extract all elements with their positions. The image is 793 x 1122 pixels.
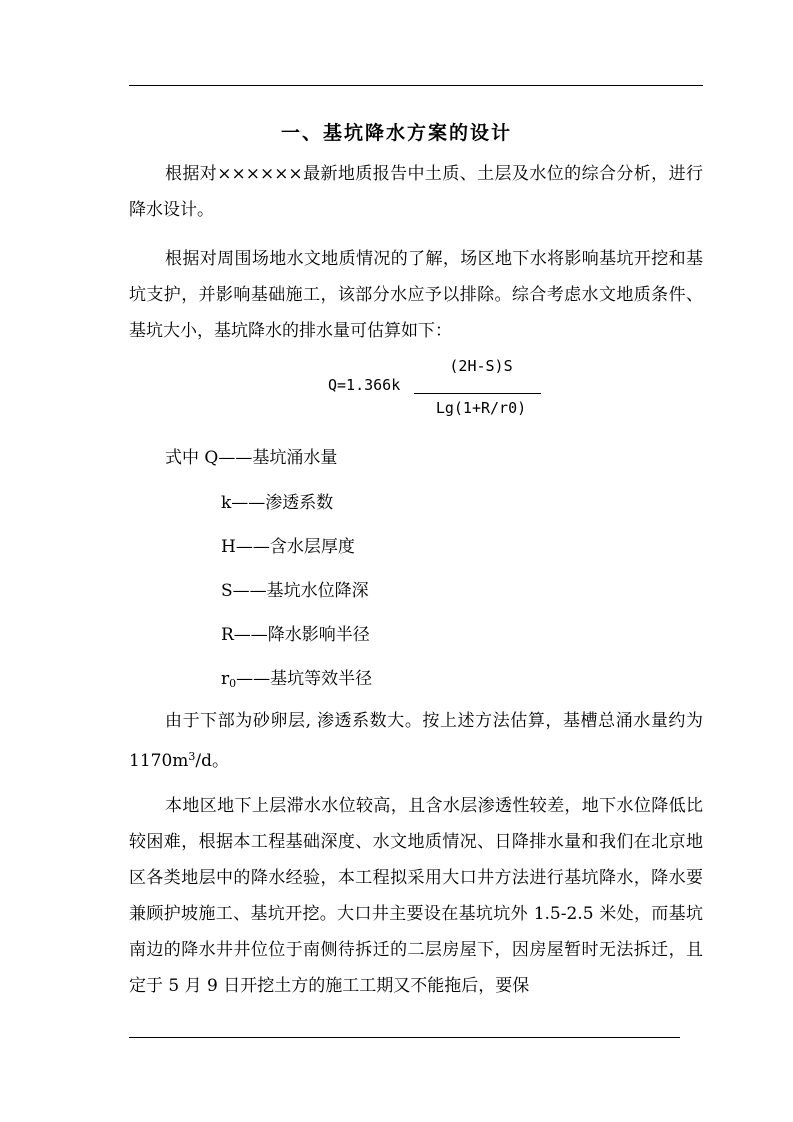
footer-rule: [129, 1037, 680, 1038]
estimate-unit: /d。: [195, 751, 230, 771]
estimate-superscript: 3: [188, 750, 196, 763]
definition-s: S——基坑水位降深: [221, 581, 369, 601]
definition-r0-symbol: r: [221, 669, 230, 689]
definition-r0-text: ——基坑等效半径: [236, 669, 373, 689]
paragraph-estimate: [129, 703, 703, 779]
paragraph-dewatering-plan: 本地区地下上层滞水水位较高，且含水层渗透性较差，地下水位降低比较困难，根据本工程基础深度、水文地质情况、日降排水量和我们在北京地区各类地层中的降水经验，本工程拟采用大口井方法进行基坑降水，降水要兼顾护坡施工、基坑开挖。大口井主要设在基坑坑外 1.5-2.5 米处，而基坑南边的降水井井位位于南侧待拆迁的二层房屋下，因房屋暂时无法拆迁，且定于 5 月 9 日开挖土方的施工工期又不能拖后，要保: [129, 796, 703, 996]
estimate-text: 由于下部为砂卵层, 渗透系数大。按上述方法估算，基槽总涌水量约为 1170m: [129, 711, 703, 771]
formula-lhs: Q=1.366k: [328, 376, 401, 394]
definition-h: H——含水层厚度: [221, 537, 355, 557]
definition-intro: 式中 Q——基坑涌水量: [165, 448, 338, 468]
definition-r: R——降水影响半径: [221, 625, 370, 645]
paragraph-intro: 根据对××××××最新地质报告中土质、土层及水位的综合分析，进行降水设计。: [129, 164, 703, 220]
definition-k: k——渗透系数: [221, 493, 334, 513]
header-rule: [129, 85, 703, 86]
discharge-formula: [328, 355, 548, 425]
paragraph-hydrology: 根据对周围场地水文地质情况的了解，场区地下水将影响基坑开挖和基坑支护，并影响基础施工，该部分水应予以排除。综合考虑水文地质条件、基坑大小，基坑降水的排水量可估算如下：: [129, 249, 703, 341]
section-title: 一、基坑降水方案的设计: [280, 122, 512, 144]
formula-numerator: (2H-S)S: [449, 357, 513, 375]
formula-denominator: Lg(1+R/r0): [435, 399, 527, 417]
definition-r0: [221, 664, 372, 699]
definition-r0-subscript: 0: [229, 677, 237, 690]
fraction-bar: [414, 393, 541, 394]
